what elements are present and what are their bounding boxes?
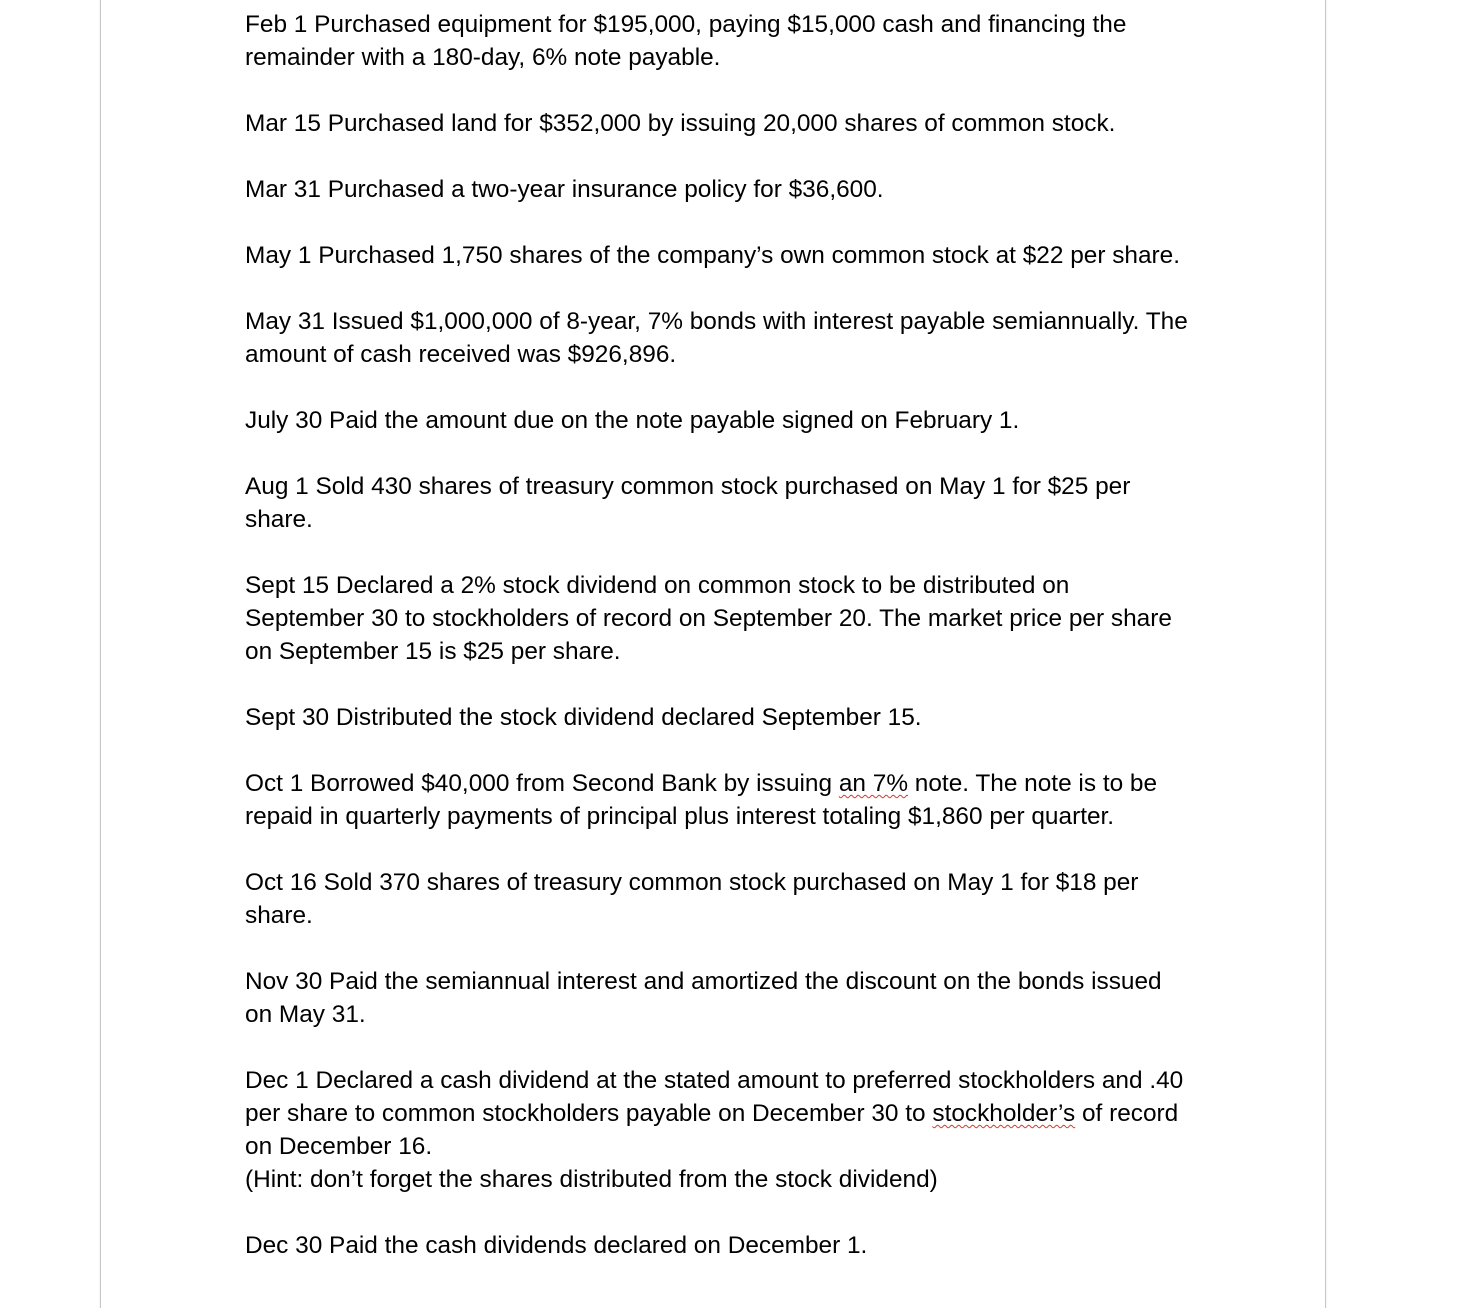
entry-dec-1-text-start: Dec 1 Declared a cash dividend at the stated amount to preferred stockholders and .40 per share to common stockholders payable on December 30 to	[245, 1067, 1184, 1127]
spellcheck-flagged-word[interactable]: stockholder’s	[932, 1100, 1076, 1127]
entry-dec-30: Dec 30 Paid the cash dividends declared on December 1.	[245, 1232, 868, 1259]
entry-oct-1-text-end: note. The note is to be repaid in quarterly payments of principal plus interest totaling $1,860 per quarter.	[245, 770, 1158, 830]
entry-dec-1-text-end: of record on December 16.	[245, 1100, 1179, 1160]
entry-dec-1-hint: (Hint: don’t forget the shares distributed from the stock dividend)	[245, 1166, 938, 1193]
entry-sep-15: Sept 15 Declared a 2% stock dividend on common stock to be distributed on September 30 to stockholders of record on September 20. The market price per share on September 15 is $25 per share.	[245, 572, 1172, 665]
document-body[interactable]	[245, 8, 1195, 1295]
entry-dec-1	[245, 1064, 1195, 1163]
entry-oct-1-text-start: Oct 1 Borrowed $40,000 from Second Bank by issuing	[245, 770, 839, 797]
entry-oct-1	[245, 767, 1195, 833]
entry-jul-30: July 30 Paid the amount due on the note payable signed on February 1.	[245, 407, 1020, 434]
entry-may-1: May 1 Purchased 1,750 shares of the company’s own common stock at $22 per share.	[245, 242, 1181, 269]
entry-aug-1: Aug 1 Sold 430 shares of treasury common stock purchased on May 1 for $25 per share.	[245, 473, 1131, 533]
entry-mar-15: Mar 15 Purchased land for $352,000 by issuing 20,000 shares of common stock.	[245, 110, 1116, 137]
entry-nov-30: Nov 30 Paid the semiannual interest and amortized the discount on the bonds issued on May 31.	[245, 968, 1162, 1028]
entry-feb-1: Feb 1 Purchased equipment for $195,000, paying $15,000 cash and financing the remainder with a 180-day, 6% note payable.	[245, 11, 1127, 71]
entry-may-31: May 31 Issued $1,000,000 of 8-year, 7% bonds with interest payable semiannually. The amount of cash received was $926,896.	[245, 308, 1188, 368]
document-page[interactable]	[100, 0, 1326, 1308]
entry-mar-31: Mar 31 Purchased a two-year insurance policy for $36,600.	[245, 176, 884, 203]
entry-oct-16: Oct 16 Sold 370 shares of treasury common stock purchased on May 1 for $18 per share.	[245, 869, 1139, 929]
entry-sep-30: Sept 30 Distributed the stock dividend declared September 15.	[245, 704, 922, 731]
spellcheck-flagged-word[interactable]: an 7%	[838, 770, 909, 797]
